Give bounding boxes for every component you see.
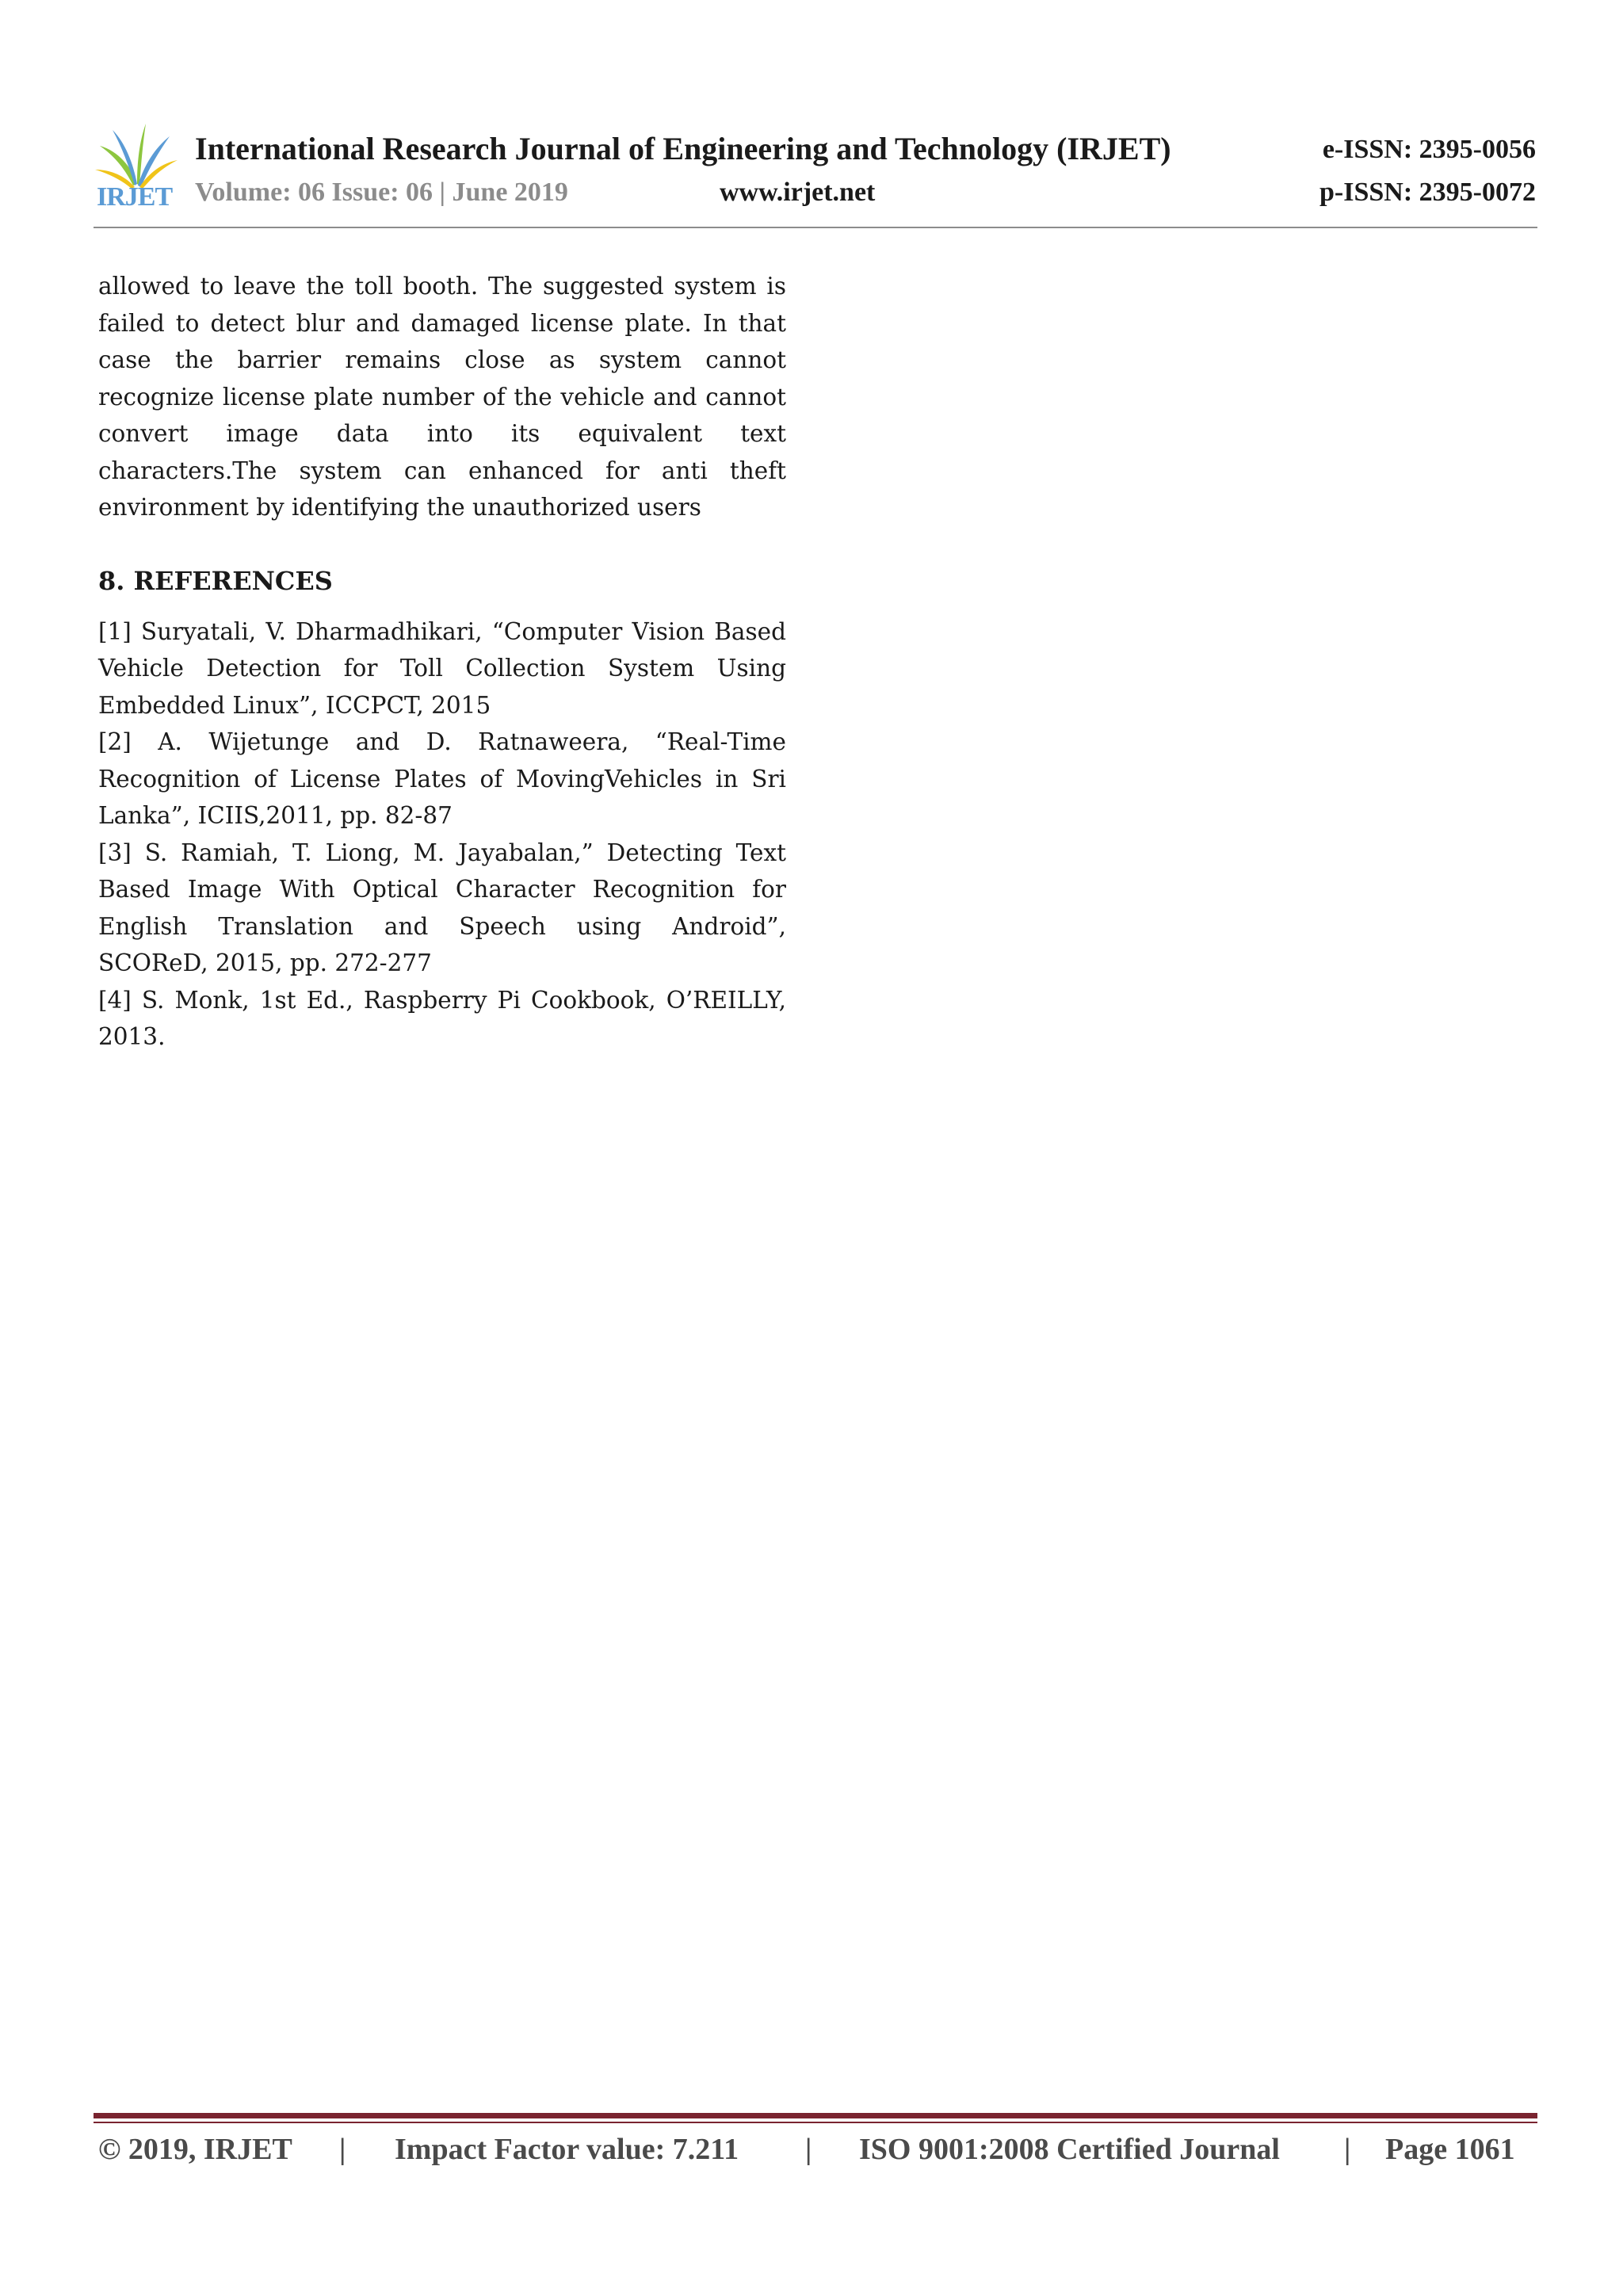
conclusion-paragraph: allowed to leave the toll booth. The suggested system is failed to detect blur and damaged license plate. In that case the barrier remains close as system cannot recognize license plate number of the vehicle and cannot convert image data into its equivalent text characters.The system can enhanced for anti theft environment by identifying the unauthorized users: [98, 273, 786, 521]
leaf-logo-icon: [94, 119, 181, 190]
page-footer: [98, 2132, 1525, 2179]
footer-separator: |: [805, 2133, 812, 2166]
logo-wordmark: IRJET: [97, 182, 173, 212]
volume-issue: Volume: 06 Issue: 06 | June 2019: [195, 178, 568, 207]
references-heading: 8. REFERENCES: [98, 565, 333, 596]
impact-factor: Impact Factor value: 7.211: [395, 2133, 739, 2166]
page-number: Page 1061: [1385, 2133, 1515, 2166]
irjet-logo: [94, 119, 181, 214]
journal-title: International Research Journal of Engineering and Technology (IRJET): [195, 131, 1171, 166]
reference-item: [4] S. Monk, 1st Ed., Raspberry Pi Cookbook, O’REILLY, 2013.: [98, 986, 786, 1050]
page-header: [94, 119, 1536, 222]
journal-website[interactable]: www.irjet.net: [720, 178, 876, 207]
reference-item: [2] A. Wijetunge and D. Ratnaweera, “Real-Time Recognition of License Plates of MovingVehicles in Sri Lanka”, ICIIS,2011, pp. 82-87: [98, 728, 786, 829]
header-divider: [94, 227, 1537, 228]
eissn: e-ISSN: 2395-0056: [1322, 135, 1536, 164]
reference-item: [3] S. Ramiah, T. Liong, M. Jayabalan,” Detecting Text Based Image With Optical Character Recognition for English Translation and Speech using Android”, SCOReD, 2015, pp. 272-277: [98, 839, 786, 976]
left-column: [98, 268, 786, 1056]
footer-separator: |: [339, 2133, 346, 2166]
iso-certification: ISO 9001:2008 Certified Journal: [859, 2133, 1280, 2166]
pissn: p-ISSN: 2395-0072: [1319, 178, 1536, 207]
footer-divider-thin: [94, 2122, 1537, 2123]
reference-item: [1] Suryatali, V. Dharmadhikari, “Computer Vision Based Vehicle Detection for Toll Collection System Using Embedded Linux”, ICCPCT, 2015: [98, 617, 786, 719]
footer-separator: |: [1344, 2133, 1351, 2166]
footer-divider-thick: [94, 2113, 1537, 2118]
copyright: © 2019, IRJET: [98, 2133, 292, 2166]
